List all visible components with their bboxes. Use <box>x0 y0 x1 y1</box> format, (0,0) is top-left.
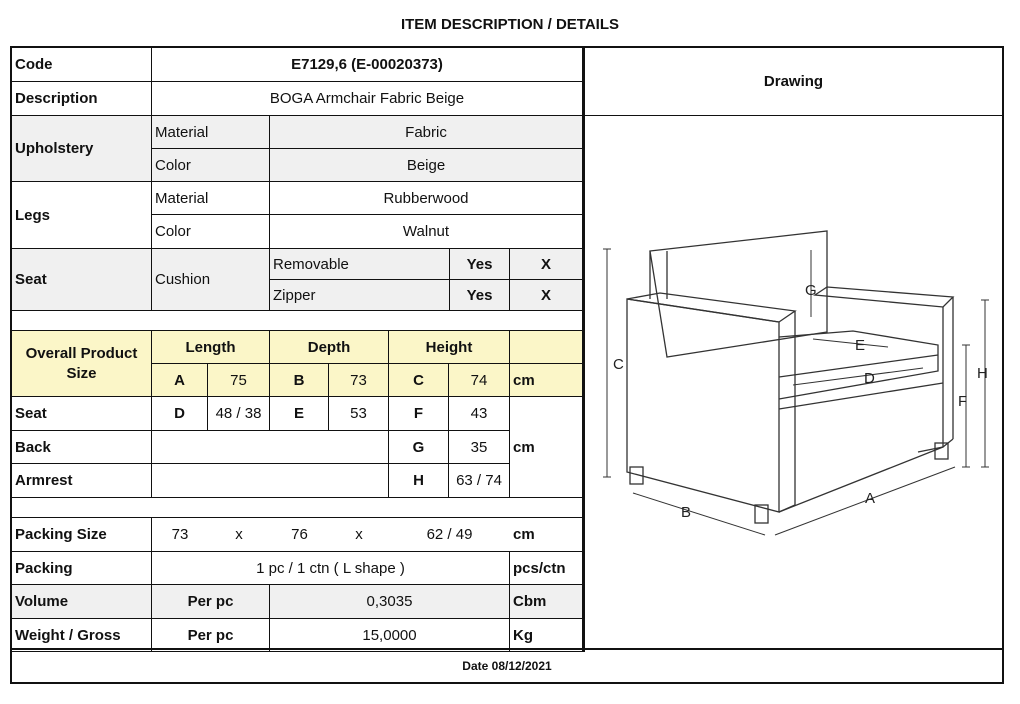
dim-e-value: 53 <box>329 397 389 431</box>
weight-unit: Kg <box>510 619 583 652</box>
leg-back-right <box>935 443 948 459</box>
dim-b-value: 73 <box>329 364 389 397</box>
dim-c-letter: C <box>389 364 449 397</box>
packing-size-v1: 73 <box>152 518 208 552</box>
legs-material: Rubberwood <box>270 182 583 215</box>
overall-unit: cm <box>510 364 583 397</box>
legs-color-label: Color <box>152 215 270 249</box>
code-label: Code <box>12 48 152 82</box>
dim-b-letter: B <box>270 364 329 397</box>
drawing-letter-a: A <box>865 490 876 507</box>
drawing-letter-g: G <box>805 282 817 299</box>
drawing-panel <box>583 117 1004 652</box>
drawing-letter-e: E <box>855 337 866 354</box>
drawing-letter-f: F <box>958 393 968 410</box>
armrest-blank <box>152 464 389 498</box>
volume-unit: Cbm <box>510 585 583 619</box>
dim-f-value: 43 <box>449 397 510 431</box>
packing-size-label: Packing Size <box>12 518 152 552</box>
depth-header: Depth <box>270 331 389 364</box>
date-footer: Date 08/12/2021 <box>12 648 1002 682</box>
dim-a-letter: A <box>152 364 208 397</box>
description-label: Description <box>12 82 152 116</box>
dims-unit: cm <box>510 397 583 498</box>
zipper-mark: X <box>510 280 583 311</box>
packing-value: 1 pc / 1 ctn ( L shape ) <box>152 552 510 585</box>
volume-value: 0,3035 <box>270 585 510 619</box>
legs-label: Legs <box>12 182 152 249</box>
armrest-label: Armrest <box>12 464 152 498</box>
overall-size-label: Overall Product Size <box>12 331 152 397</box>
left-arm-front <box>627 299 779 512</box>
overall-header-blank <box>510 331 583 364</box>
drawing-letter-c: C <box>613 356 624 373</box>
upholstery-material: Fabric <box>270 116 583 149</box>
right-arm-top <box>815 287 953 307</box>
page-title: ITEM DESCRIPTION / DETAILS <box>400 16 620 33</box>
upholstery-label: Upholstery <box>12 116 152 182</box>
back-blank <box>152 431 389 464</box>
packing-size-v2: 76 <box>270 518 329 552</box>
removable-label: Removable <box>270 249 450 280</box>
dim-d-value: 48 / 38 <box>208 397 270 431</box>
code-value: E7129,6 (E-00020373) <box>152 48 583 82</box>
removable-mark: X <box>510 249 583 280</box>
packing-size-unit: cm <box>510 518 583 552</box>
weight-label: Weight / Gross <box>12 619 152 652</box>
backrest-shape <box>650 231 827 357</box>
zipper-label: Zipper <box>270 280 450 311</box>
packing-size-x1: x <box>208 518 270 552</box>
left-arm-top <box>627 293 795 322</box>
upholstery-color-label: Color <box>152 149 270 182</box>
seat-spec-label: Seat <box>12 249 152 311</box>
dim-g-letter: G <box>389 431 449 464</box>
spacer-row <box>12 311 583 331</box>
seat-dims-label: Seat <box>12 397 152 431</box>
spec-sheet <box>10 46 1004 684</box>
drawing-letter-b: B <box>681 504 692 521</box>
volume-per: Per pc <box>152 585 270 619</box>
weight-per: Per pc <box>152 619 270 652</box>
packing-size-v3: 62 / 49 <box>389 518 510 552</box>
legs-material-label: Material <box>152 182 270 215</box>
drawing-header: Drawing <box>585 48 1002 116</box>
zipper-value: Yes <box>450 280 510 311</box>
seat-cushion-label: Cushion <box>152 249 270 311</box>
dim-a-value: 75 <box>208 364 270 397</box>
upholstery-color: Beige <box>270 149 583 182</box>
volume-label: Volume <box>12 585 152 619</box>
upholstery-material-label: Material <box>152 116 270 149</box>
drawing-letter-d: D <box>864 370 875 387</box>
length-header: Length <box>152 331 270 364</box>
dim-g-value: 35 <box>449 431 510 464</box>
armchair-drawing <box>583 117 1004 652</box>
dim-c-value: 74 <box>449 364 510 397</box>
packing-unit: pcs/ctn <box>510 552 583 585</box>
packing-size-x2: x <box>329 518 389 552</box>
back-label: Back <box>12 431 152 464</box>
packing-label: Packing <box>12 552 152 585</box>
dim-h-value: 63 / 74 <box>449 464 510 498</box>
drawing-letter-h: H <box>977 365 988 382</box>
dim-e-letter: E <box>270 397 329 431</box>
removable-value: Yes <box>450 249 510 280</box>
weight-value: 15,0000 <box>270 619 510 652</box>
description-value: BOGA Armchair Fabric Beige <box>152 82 583 116</box>
dim-f-letter: F <box>389 397 449 431</box>
legs-color: Walnut <box>270 215 583 249</box>
height-header: Height <box>389 331 510 364</box>
dim-d-letter: D <box>152 397 208 431</box>
spacer-row-2 <box>12 498 583 518</box>
dim-h-letter: H <box>389 464 449 498</box>
